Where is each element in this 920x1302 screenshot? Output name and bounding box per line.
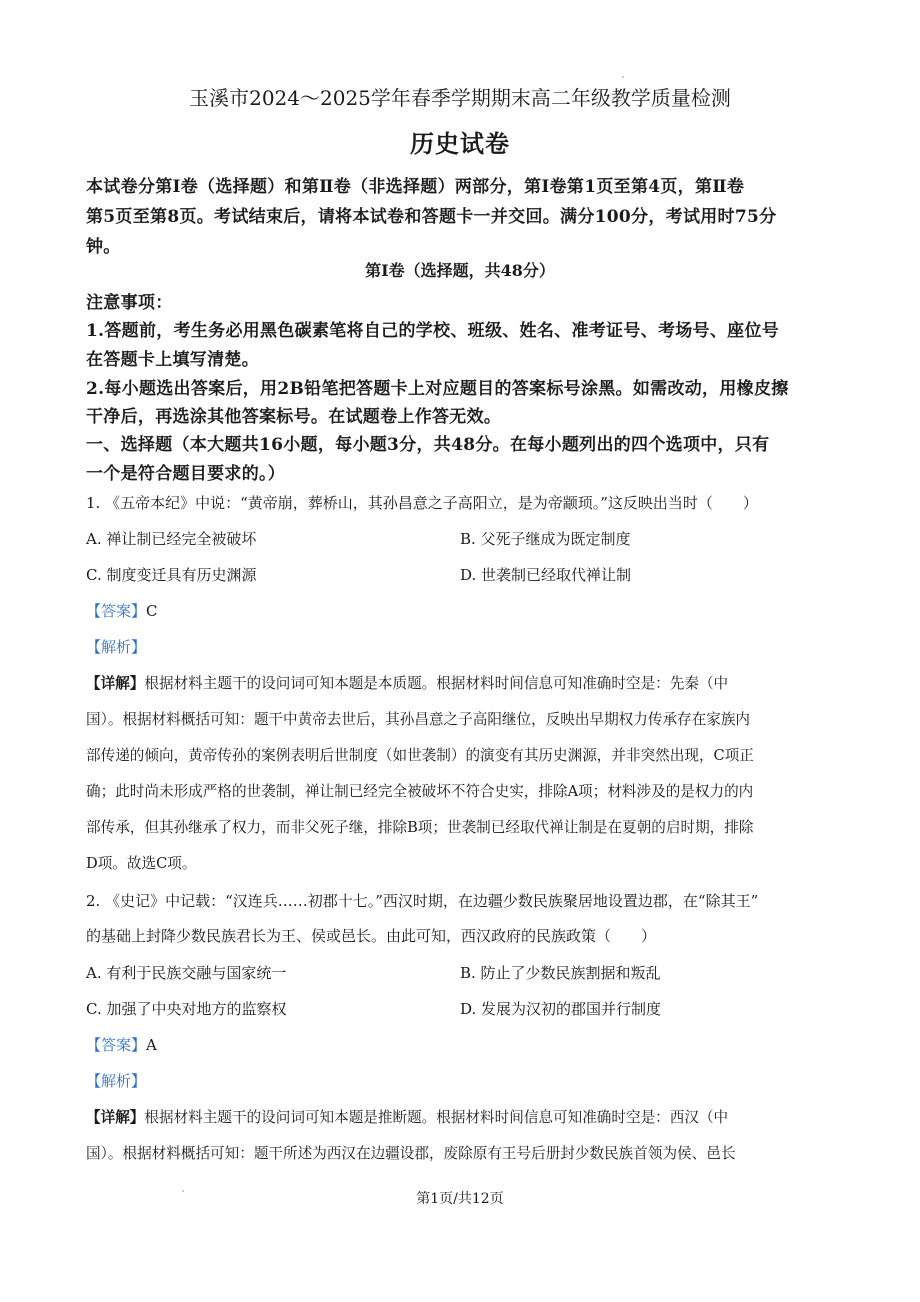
intro-line: 本试卷分第Ⅰ卷（选择题）和第Ⅱ卷（非选择题）两部分，第Ⅰ卷第1页至第4页，第Ⅱ卷 bbox=[86, 177, 745, 197]
q2-analysis-label: 【解析】 bbox=[86, 1072, 147, 1090]
q1-option-b: B. 父死子继成为既定制度 bbox=[460, 530, 631, 548]
q1-answer bbox=[86, 600, 158, 621]
subject-title: 历史试卷 bbox=[410, 129, 510, 158]
q2-option-b: B. 防止了少数民族割据和叛乱 bbox=[460, 964, 661, 982]
detail-text: 根据材料主题干的设问词可知本题是本质题。根据材料时间信息可知准确时空是：先秦（中 bbox=[144, 675, 729, 692]
page-number: 第1页/共12页 bbox=[416, 1191, 504, 1207]
part-one-heading: 一、选择题（本大题共16小题，每小题3分，共48分。在每小题列出的四个选项中，只有 bbox=[86, 435, 770, 455]
answer-value: C bbox=[146, 602, 158, 620]
q2-option-d: D. 发展为汉初的郡国并行制度 bbox=[460, 1000, 662, 1018]
section-heading: 第Ⅰ卷（选择题，共48分） bbox=[365, 261, 555, 280]
q2-detail-line: 国）。根据材料概括可知：题干所述为西汉在边疆设郡，废除原有王号后册封少数民族首领为侯、邑长 bbox=[86, 1145, 736, 1162]
q2-option-c: C. 加强了中央对地方的监察权 bbox=[86, 1000, 287, 1018]
answer-label: 【答案】 bbox=[86, 602, 147, 620]
part-one-heading: 一个是符合题目要求的。） bbox=[86, 464, 286, 484]
notes-line: 2.每小题选出答案后，用2B铅笔把答题卡上对应题目的答案标号涂黑。如需改动，用橡皮擦 bbox=[86, 379, 789, 399]
q1-option-a: A. 禅让制已经完全被破坏 bbox=[86, 530, 257, 548]
detail-text: 根据材料主题干的设问词可知本题是推断题。根据材料时间信息可知准确时空是：西汉（中 bbox=[144, 1109, 729, 1126]
q1-detail-line: 确；此时尚未形成严格的世袭制，禅让制已经完全被破坏不符合史实，排除A项；材料涉及的是权力的内 bbox=[86, 783, 754, 800]
detail-label: 【详解】 bbox=[86, 675, 145, 692]
notes-line: 干净后，再选涂其他答案标号。在试题卷上作答无效。 bbox=[86, 407, 502, 427]
q1-option-c: C. 制度变迁具有历史渊源 bbox=[86, 566, 257, 584]
answer-label: 【答案】 bbox=[86, 1036, 147, 1054]
answer-value: A bbox=[146, 1036, 157, 1054]
q2-option-a: A. 有利于民族交融与国家统一 bbox=[86, 964, 287, 982]
q2-detail-line bbox=[86, 1106, 728, 1127]
notes-line: 1.答题前，考生务必用黑色碳素笔将自己的学校、班级、姓名、准考证号、考场号、座位号 bbox=[86, 321, 780, 341]
q1-detail-line: 国）。根据材料概括可知：题干中黄帝去世后，其孙昌意之子高阳继位，反映出早期权力传承存在家族内 bbox=[86, 711, 751, 728]
q2-answer bbox=[86, 1034, 157, 1055]
notes-heading: 注意事项： bbox=[86, 293, 173, 313]
scan-speck bbox=[622, 76, 624, 78]
question-2-stem: 2. 《史记》中记载：“汉连兵……初郡十七。”西汉时期，在边疆少数民族聚居地设置边郡，在“除其王” bbox=[86, 892, 759, 910]
exam-title: 玉溪市2024～2025学年春季学期期末高二年级教学质量检测 bbox=[189, 86, 731, 110]
q1-detail-line: D项。故选C项。 bbox=[86, 855, 197, 872]
intro-line: 第5页至第8页。考试结束后，请将本试卷和答题卡一并交回。满分100分，考试用时75分 bbox=[86, 207, 777, 227]
detail-label: 【详解】 bbox=[86, 1109, 145, 1126]
question-2-stem: 的基础上封降少数民族君长为王、侯或邑长。由此可知，西汉政府的民族政策（ ） bbox=[86, 927, 657, 945]
q1-detail-line bbox=[86, 672, 728, 693]
intro-line: 钟。 bbox=[86, 237, 121, 257]
q1-detail-line: 部传承，但其孙继承了权力，而非父死子继，排除B项；世袭制已经取代禅让制是在夏朝的启时期，排除 bbox=[86, 819, 754, 836]
q1-option-d: D. 世袭制已经取代禅让制 bbox=[460, 566, 632, 584]
q1-detail-line: 部传递的倾向，黄帝传孙的案例表明后世制度（如世袭制）的演变有其历史渊源，并非突然出现，C项正 bbox=[86, 747, 754, 764]
notes-line: 在答题卡上填写清楚。 bbox=[86, 350, 259, 370]
q1-analysis-label: 【解析】 bbox=[86, 638, 147, 656]
question-1-stem: 1. 《五帝本纪》中说：“黄帝崩，葬桥山，其孙昌意之子高阳立，是为帝颛顼。”这反映出当时（ ） bbox=[86, 494, 758, 512]
